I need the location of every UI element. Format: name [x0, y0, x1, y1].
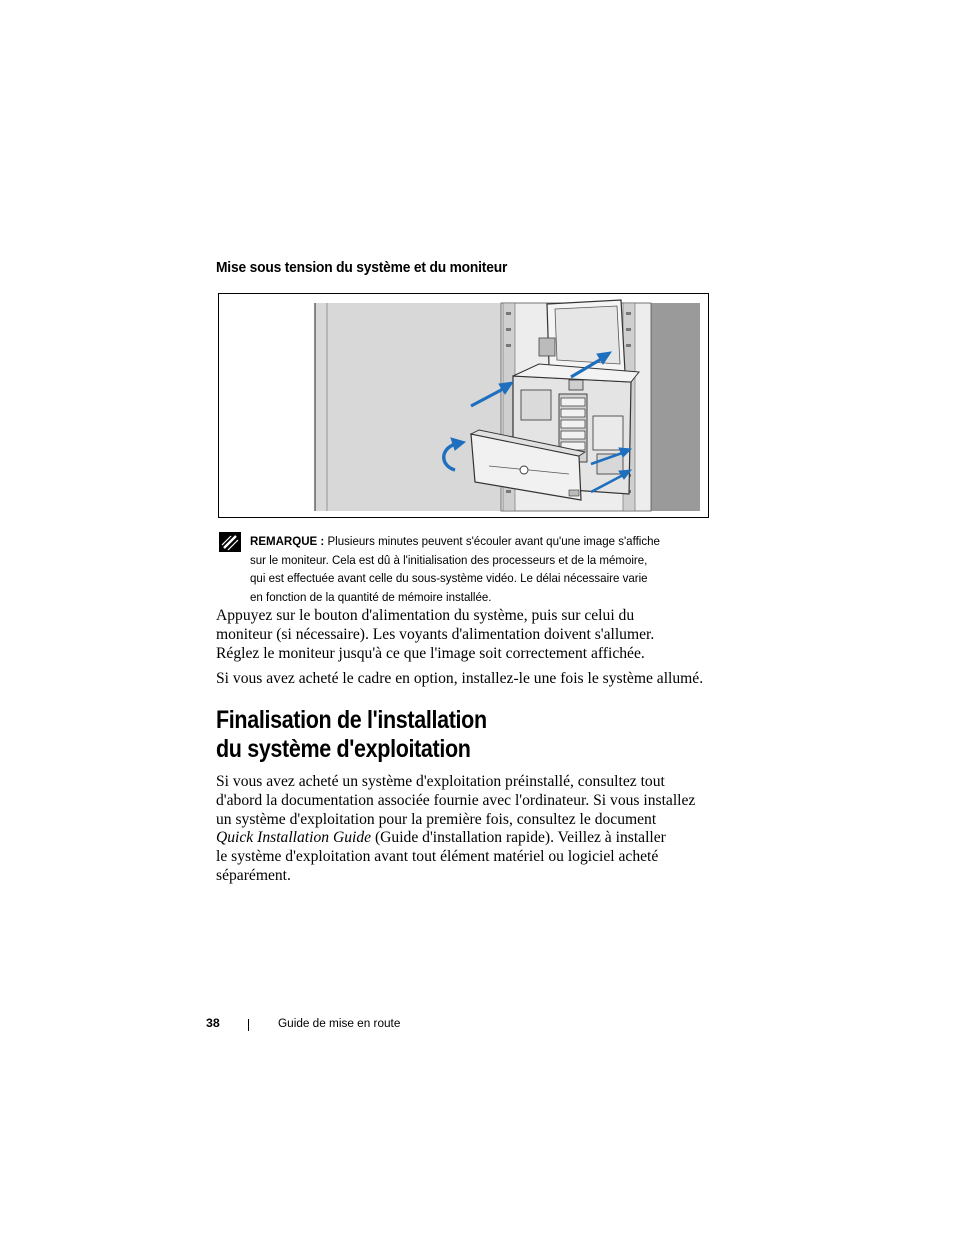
note-line-1: REMARQUE : Plusieurs minutes peuvent s'écouler avant qu'une image s'affiche [250, 534, 660, 548]
paragraph-power-on: Appuyez sur le bouton d'alimentation du système, puis sur celui du moniteur (si nécessaire). Les voyants d'alimentation doivent s'allumer. Réglez le moniteur jusqu'à ce que l'image soit correctement affichée. [216, 607, 655, 662]
right-wall-panel [650, 303, 700, 511]
page-number: 38 [206, 1016, 220, 1030]
note-pencil-icon [219, 532, 241, 552]
server-rack-illustration [219, 294, 710, 519]
footer-separator [248, 1019, 249, 1031]
section-subheading: Mise sous tension du système et du moniteur [216, 259, 508, 276]
note-line-4: en fonction de la quantité de mémoire installée. [250, 589, 492, 604]
section-heading: Finalisation de l'installation du système d'exploitation [216, 706, 487, 763]
note-label: REMARQUE : [250, 534, 325, 548]
power-button [569, 380, 583, 390]
paragraph-bezel: Si vous avez acheté le cadre en option, installez-le une fois le système allumé. [216, 670, 704, 687]
paragraph-os-install: Si vous avez acheté un système d'exploitation préinstallé, consultez tout d'abord la documentation associée fournie avec l'ordinateur. Si vous installez un système d'exploitation pour la première fois, consultez le document Quick Installation Guide (Guide d'installation rapide). Veillez à installer le système d'exploitation avant tout élément matériel ou logiciel acheté séparément. [216, 773, 696, 884]
note-line-3: qui est effectuée avant celle du sous-système vidéo. Le délai nécessaire varie [250, 571, 648, 586]
illustration-figure [218, 293, 709, 518]
document-title-italic: Quick Installation Guide [216, 829, 372, 847]
note-line-2: sur le moniteur. Cela est dû à l'initialisation des processeurs et de la mémoire, [250, 552, 648, 567]
left-wall-panel [315, 303, 501, 511]
footer-title: Guide de mise en route [278, 1016, 401, 1030]
note-block [250, 532, 687, 606]
